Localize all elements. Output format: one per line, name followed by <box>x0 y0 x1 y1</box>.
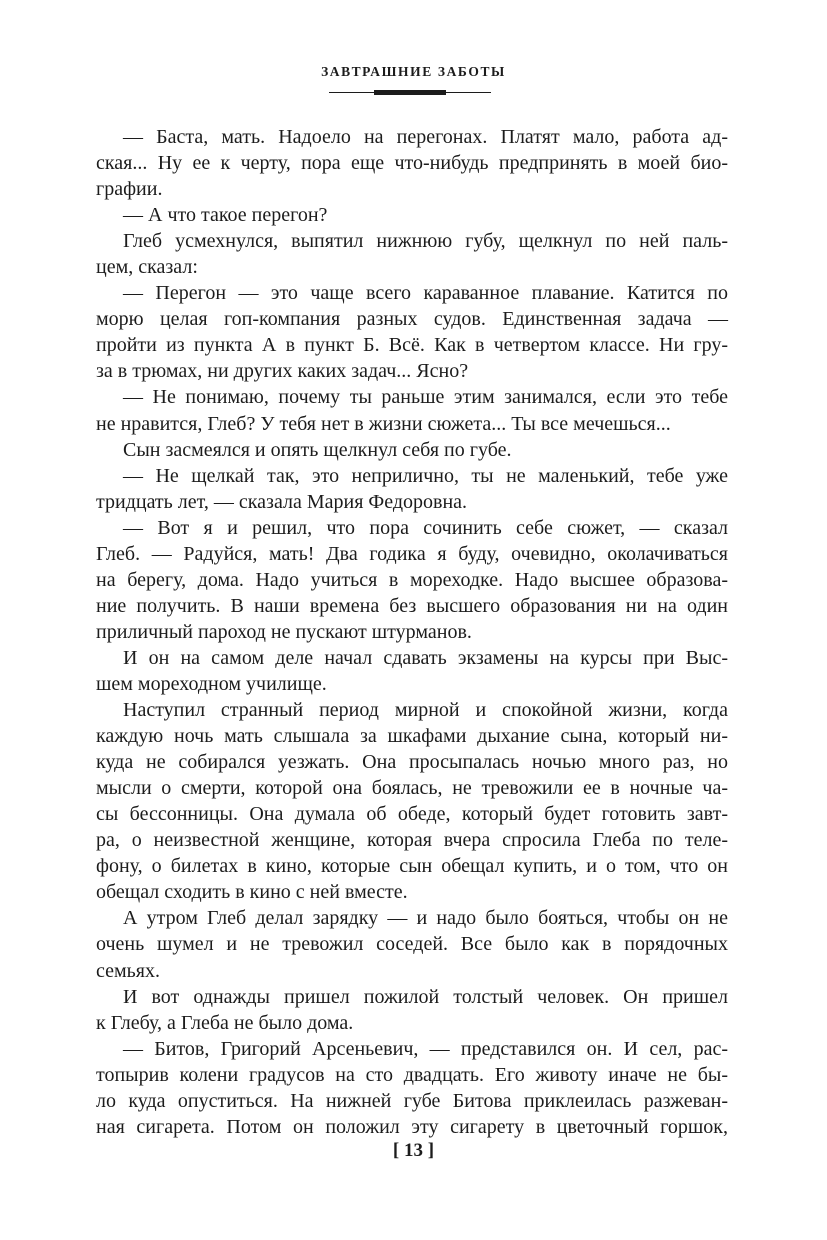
text-line: каждую ночь мать слышала за шкафами дыхание сына, который ни- <box>96 725 728 748</box>
text-line: — Не понимаю, почему ты раньше этим занимался, если это тебе <box>123 386 728 409</box>
text-line: сы бессонницы. Она думала об обеде, который будет готовить завт- <box>96 803 728 826</box>
text-line: Наступил странный период мирной и спокойной жизни, когда <box>123 699 728 722</box>
text-line: семьях. <box>96 959 160 982</box>
text-line: тридцать лет, — сказала Мария Федоровна. <box>96 490 468 513</box>
text-line: цем, сказал: <box>96 256 198 279</box>
text-line: — Не щелкай так, это неприлично, ты не маленький, тебе уже <box>123 464 728 487</box>
text-line: мысли о смерти, которой она боялась, не тревожили ее в ночные ча- <box>96 777 728 800</box>
text-line: очень шумел и не тревожил соседей. Все было как в порядочных <box>96 933 728 956</box>
text-line: на берегу, дома. Надо учиться в мореходке. Надо высшее образова- <box>96 568 728 591</box>
text-line: не нравится, Глеб? У тебя нет в жизни сюжета... Ты все мечешься... <box>96 412 671 435</box>
text-line: — Баста, мать. Надоело на перегонах. Платят мало, работа ад- <box>123 126 728 148</box>
text-line: морю целая гоп-компания разных судов. Единственная задача — <box>96 308 728 331</box>
text-line: графии. <box>96 178 163 201</box>
page-number: [ 13 ] <box>392 1140 435 1161</box>
text-line: — Вот я и решил, что пора сочинить себе сюжет, — сказал <box>123 516 728 539</box>
text-line: Глеб. — Радуйся, мать! Два годика я буду, очевидно, околачиваться <box>96 542 728 565</box>
text-line: топырив колени градусов на сто двадцать. Его животу иначе не бы- <box>96 1063 728 1086</box>
text-line: ние получить. В наши времена без высшего образования ни на один <box>96 594 728 617</box>
text-line: куда не собирался уезжать. Она просыпалась ночью много раз, но <box>96 751 728 774</box>
text-line: ная сигарета. Потом он положил эту сигарету в цветочный горшок, <box>96 1115 728 1138</box>
text-line: ра, о неизвестной женщине, которая вчера спросила Глеба по теле- <box>96 829 728 852</box>
header-divider-ornament <box>374 90 446 95</box>
text-line: И вот однажды пришел пожилой толстый человек. Он пришел <box>123 985 728 1008</box>
text-line: приличный пароход не пускают штурманов. <box>96 620 472 643</box>
text-line: ло куда опуститься. На нижней губе Битова приклеилась разжеван- <box>96 1089 728 1112</box>
running-title: ЗАВТРАШНИЕ ЗАБОТЫ <box>321 64 506 79</box>
body-text <box>96 124 728 1140</box>
text-line: — А что такое перегон? <box>123 204 328 227</box>
text-line: — Битов, Григорий Арсеньевич, — представился он. И сел, рас- <box>123 1037 728 1060</box>
text-line: ская... Ну ее к черту, пора еще что-нибудь предпринять в моей био- <box>96 152 728 175</box>
text-line: обещал сходить в кино с ней вместе. <box>96 881 408 904</box>
text-line: за в трюмах, ни других каких задач... Ясно? <box>96 360 469 383</box>
text-line: фону, о билетах в кино, которые сын обещал купить, и о том, что он <box>96 855 728 878</box>
text-line: — Перегон — это чаще всего караванное плавание. Катится по <box>123 282 728 305</box>
text-line: к Глебу, а Глеба не было дома. <box>96 1011 354 1034</box>
text-line: А утром Глеб делал зарядку — и надо было бояться, чтобы он не <box>123 907 728 930</box>
text-line: шем мореходном училище. <box>96 672 327 695</box>
text-line: И он на самом деле начал сдавать экзамены на курсы при Выс- <box>123 646 728 669</box>
text-line: Глеб усмехнулся, выпятил нижнюю губу, щелкнул по ней паль- <box>123 230 728 253</box>
text-line: Сын засмеялся и опять щелкнул себя по губе. <box>123 438 512 461</box>
text-line: пройти из пункта А в пункт Б. Всё. Как в четвертом классе. Ни гру- <box>96 334 728 357</box>
